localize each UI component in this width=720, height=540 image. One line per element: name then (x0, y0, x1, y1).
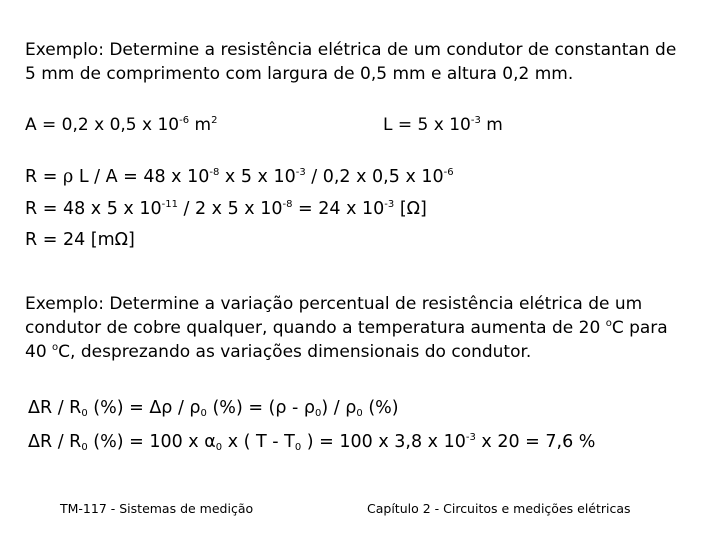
eq4-part: ΔR / R (28, 398, 82, 418)
eq5-part: (%) = 100 x α (87, 432, 216, 452)
eq4-part: (%) = (ρ - ρ (206, 398, 316, 418)
area-exponent: -6 (179, 115, 190, 126)
example2-line1: Exemplo: Determine a variação percentual de resistência elétrica de um (25, 294, 643, 314)
eq1-exponent: -8 (209, 167, 220, 178)
eq1-part: x 5 x 10 (219, 167, 296, 187)
eq5-part: x 20 = 7,6 % (475, 432, 596, 452)
degree-symbol: o (605, 318, 612, 329)
eq4-subscript: 0 (81, 408, 88, 419)
eq5-subscript: 0 (81, 442, 88, 453)
eq2-part: / 2 x 5 x 10 (177, 199, 283, 219)
length-formula-lhs: L = 5 x 10 (383, 115, 471, 135)
example2-line2 (25, 316, 705, 340)
eq5-part: x ( T - T (222, 432, 295, 452)
area-unit-exponent: 2 (211, 115, 218, 126)
eq5-subscript: 0 (294, 442, 302, 453)
resistance-result: R = 24 [mΩ] (25, 230, 135, 250)
eq5-part: ΔR / R (28, 432, 82, 452)
length-exponent: -3 (470, 115, 481, 126)
example2-line2-end: C para (611, 318, 668, 338)
eq2-part: R = 48 x 5 x 10 (25, 199, 162, 219)
eq1-part: L / A = 48 x 10 (73, 167, 210, 187)
degree-symbol: o (52, 342, 59, 353)
eq4-part: ) / ρ (321, 398, 357, 418)
example1-statement (25, 38, 705, 86)
length-unit: m (480, 115, 503, 135)
eq2-exponent: -11 (161, 199, 178, 210)
rho-symbol: ρ (62, 167, 74, 187)
length-formula (383, 113, 503, 137)
area-formula-lhs: A = 0,2 x 0,5 x 10 (25, 115, 180, 135)
footer-course: TM-117 - Sistemas de medição (60, 501, 254, 516)
example2-line3-start: 40 (25, 342, 53, 362)
eq4-subscript: 0 (315, 408, 322, 419)
eq4-part: (%) (362, 398, 399, 418)
example1-line2: 5 mm de comprimento com largura de 0,5 mm e altura 0,2 mm. (25, 64, 574, 84)
eq1-part: / 0,2 x 0,5 x 10 (305, 167, 444, 187)
variation-equation-1 (28, 396, 399, 420)
resistance-equation-2 (25, 197, 427, 221)
area-unit: m (189, 115, 212, 135)
eq2-exponent: -3 (384, 199, 395, 210)
eq5-exponent: -3 (465, 432, 476, 443)
eq5-subscript: 0 (215, 442, 223, 453)
eq2-part: = 24 x 10 (292, 199, 385, 219)
example1-line1: Exemplo: Determine a resistência elétrica de um condutor de constantan de (25, 40, 677, 60)
eq2-exponent: -8 (282, 199, 293, 210)
area-formula (25, 113, 217, 137)
variation-equation-2 (28, 430, 595, 454)
eq4-part: (%) = Δρ / ρ (87, 398, 201, 418)
eq1-exponent: -6 (443, 167, 454, 178)
example2-line2-text: condutor de cobre qualquer, quando a temperatura aumenta de 20 (25, 318, 606, 338)
eq1-exponent: -3 (295, 167, 306, 178)
eq5-part: ) = 100 x 3,8 x 10 (301, 432, 466, 452)
eq2-part: [Ω] (394, 199, 427, 219)
eq4-subscript: 0 (356, 408, 363, 419)
example2-statement (25, 292, 705, 364)
eq1-part: R = (25, 167, 63, 187)
example2-line3-end: C, desprezando as variações dimensionais do condutor. (58, 342, 532, 362)
resistance-equation-1 (25, 165, 454, 189)
example2-line3 (25, 340, 705, 364)
footer-chapter: Capítulo 2 - Circuitos e medições elétricas (367, 501, 631, 516)
eq4-subscript: 0 (200, 408, 207, 419)
